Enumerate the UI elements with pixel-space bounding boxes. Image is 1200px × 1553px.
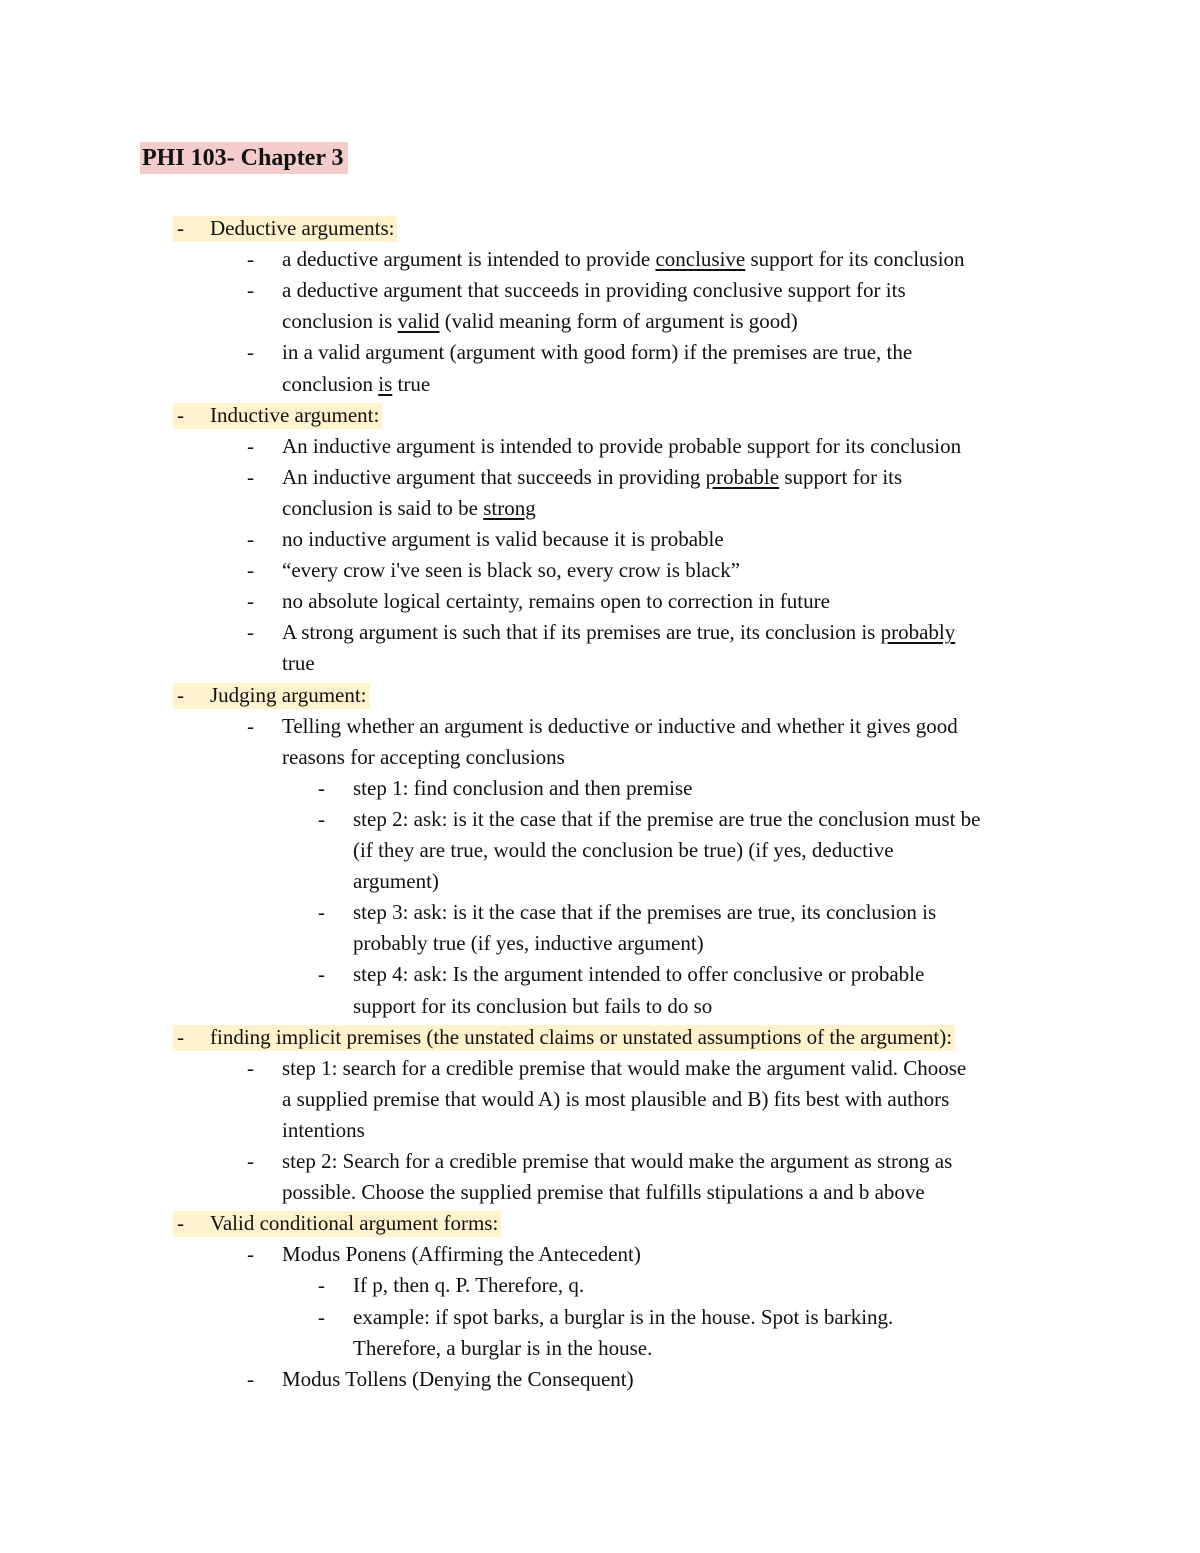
text-run: no absolute logical certainty, remains open to correction in future xyxy=(282,589,830,614)
bullet-dash: - xyxy=(247,527,254,551)
list-item-text xyxy=(353,1302,893,1333)
text-run: reasons for accepting conclusions xyxy=(282,744,565,769)
section-heading-text xyxy=(210,1208,498,1239)
list-item-text xyxy=(353,991,712,1022)
bullet-dash: - xyxy=(247,1242,254,1267)
text-run: Deductive arguments: xyxy=(210,216,395,240)
text-run: no inductive argument is valid because it is probable xyxy=(282,527,724,551)
bullet-dash: - xyxy=(177,402,184,427)
section-heading-text xyxy=(210,680,367,711)
text-run: step 1: search for a credible premise that would make the argument valid. Choose xyxy=(282,1055,967,1080)
list-item-text xyxy=(353,804,981,835)
list-item-text xyxy=(282,1146,952,1177)
list-item-text xyxy=(282,742,565,773)
list-item-text xyxy=(353,928,704,959)
list-item-text xyxy=(282,1177,925,1208)
list-item-text xyxy=(282,493,536,524)
list-item-text xyxy=(282,462,902,493)
list-item-text xyxy=(282,369,430,400)
text-run: step 2: Search for a credible premise that would make the argument as strong as xyxy=(282,1149,953,1173)
bullet-dash: - xyxy=(318,1273,325,1298)
list-item-text xyxy=(282,586,830,617)
bullet-dash: - xyxy=(247,713,254,738)
bullet-dash: - xyxy=(247,620,254,645)
text-run: intentions xyxy=(282,1117,365,1142)
text-run: conclusion xyxy=(282,371,379,396)
list-item-text xyxy=(353,866,439,897)
list-item-text xyxy=(353,1270,584,1301)
bullet-dash: - xyxy=(177,682,184,707)
list-item-text xyxy=(282,617,955,648)
list-item-text xyxy=(282,1053,966,1084)
bullet-dash: - xyxy=(247,1149,254,1173)
bullet-dash: - xyxy=(247,247,254,272)
text-run: conclusion is said to be xyxy=(282,495,484,520)
underlined-term: valid xyxy=(397,309,440,334)
text-run: Modus Tollens (Denying the Consequent) xyxy=(282,1366,634,1391)
list-item-text xyxy=(353,897,936,928)
list-item-text xyxy=(282,648,315,679)
bullet-dash: - xyxy=(247,589,254,614)
bullet-dash: - xyxy=(247,340,254,365)
text-run: a deductive argument that succeeds in providing conclusive support for its xyxy=(282,278,906,303)
bullet-dash: - xyxy=(177,1211,184,1236)
text-run: true xyxy=(282,651,315,676)
text-run: step 2: ask: is it the case that if the premise are true the conclusion must be xyxy=(353,806,981,831)
list-item-text xyxy=(282,306,798,337)
text-run: Modus Ponens (Affirming the Antecedent) xyxy=(282,1242,641,1267)
text-run: Valid conditional argument forms: xyxy=(210,1211,499,1236)
bullet-dash: - xyxy=(247,464,254,489)
underlined-term: probable xyxy=(705,464,780,489)
bullet-dash: - xyxy=(318,1304,325,1329)
text-run: possible. Choose the supplied premise that fulfills stipulations a and b above xyxy=(282,1180,925,1205)
text-run: Inductive argument: xyxy=(210,402,380,427)
list-item-text xyxy=(282,275,906,306)
page-title: PHI 103- Chapter 3 xyxy=(140,142,348,174)
list-item-text xyxy=(282,524,724,555)
underlined-term: conclusive xyxy=(655,247,746,272)
list-item-text xyxy=(353,773,692,804)
text-run: step 3: ask: is it the case that if the premises are true, its conclusion is xyxy=(353,900,937,925)
text-run: argument) xyxy=(353,869,439,894)
text-run: (valid meaning form of argument is good) xyxy=(439,309,798,334)
list-item-text xyxy=(282,1239,641,1270)
bullet-dash: - xyxy=(247,558,254,583)
list-item-text xyxy=(353,1333,652,1364)
bullet-dash: - xyxy=(177,1024,184,1049)
bullet-dash: - xyxy=(247,1055,254,1080)
list-item-text xyxy=(282,1115,365,1146)
underlined-term: probably xyxy=(880,620,956,645)
list-item-text xyxy=(353,959,924,990)
text-run: true xyxy=(392,371,431,396)
section-heading-text xyxy=(210,400,379,431)
section-heading-text xyxy=(210,213,394,244)
text-run: Judging argument: xyxy=(210,682,367,707)
underlined-term: is xyxy=(378,371,393,396)
text-run: Therefore, a burglar is in the house. xyxy=(353,1335,653,1360)
text-run: support for its xyxy=(779,464,903,489)
text-run: (if they are true, would the conclusion be true) (if yes, deductive xyxy=(353,838,894,862)
text-run: a supplied premise that would A) is most plausible and B) fits best with authors xyxy=(282,1086,950,1111)
text-run: conclusion is xyxy=(282,309,398,334)
section-heading-text xyxy=(210,1022,952,1053)
list-item-text xyxy=(282,1364,634,1395)
list-item-text xyxy=(353,835,894,866)
text-run: If p, then q. P. Therefore, q. xyxy=(353,1273,585,1298)
text-run: example: if spot barks, a burglar is in the house. Spot is barking. xyxy=(353,1304,894,1329)
list-item-text xyxy=(282,555,740,586)
bullet-dash: - xyxy=(318,962,325,987)
list-item-text xyxy=(282,244,965,275)
bullet-dash: - xyxy=(247,433,254,458)
bullet-dash: - xyxy=(318,900,325,925)
text-run: A strong argument is such that if its premises are true, its conclusion is xyxy=(282,620,881,645)
bullet-dash: - xyxy=(247,1366,254,1391)
text-run: in a valid argument (argument with good form) if the premises are true, the xyxy=(282,340,913,365)
text-run: support for its conclusion but fails to do so xyxy=(353,993,713,1018)
text-run: probably true (if yes, inductive argument) xyxy=(353,931,704,956)
text-run: “every crow i've seen is black so, every crow is black” xyxy=(282,558,741,583)
underlined-term: strong xyxy=(483,495,536,520)
bullet-dash: - xyxy=(247,278,254,303)
text-run: finding implicit premises (the unstated claims or unstated assumptions of the argument): xyxy=(210,1024,953,1049)
text-run: An inductive argument is intended to provide probable support for its conclusion xyxy=(282,433,962,458)
list-item-text xyxy=(282,431,961,462)
text-run: An inductive argument that succeeds in providing xyxy=(282,464,706,489)
bullet-dash: - xyxy=(177,216,184,240)
bullet-dash: - xyxy=(318,806,325,831)
text-run: step 1: find conclusion and then premise xyxy=(353,775,693,800)
text-run: step 4: ask: Is the argument intended to offer conclusive or probable xyxy=(353,962,925,987)
list-item-text xyxy=(282,711,958,742)
list-item-text xyxy=(282,337,912,368)
list-item-text xyxy=(282,1084,949,1115)
text-run: support for its conclusion xyxy=(745,247,965,272)
text-run: a deductive argument is intended to provide xyxy=(282,247,656,272)
bullet-dash: - xyxy=(318,775,325,800)
text-run: Telling whether an argument is deductive or inductive and whether it gives good xyxy=(282,713,958,738)
